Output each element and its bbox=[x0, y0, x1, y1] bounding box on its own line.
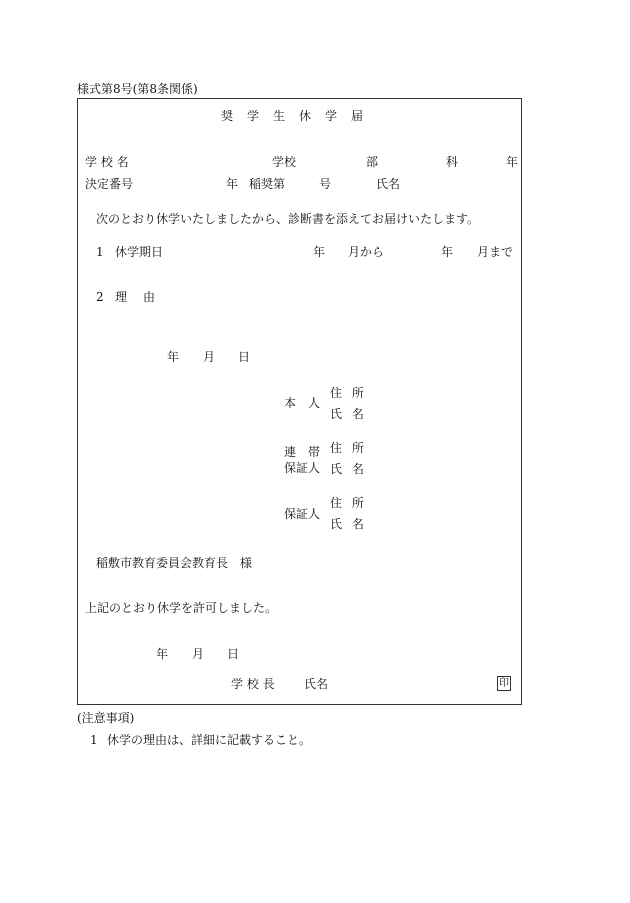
approval-day-suffix: 日 bbox=[227, 647, 240, 661]
approval-statement: 上記のとおり休学を許可しました。 bbox=[85, 601, 278, 615]
intro-text: 次のとおり休学いたしましたから、診断書を添えてお届けいたします。 bbox=[96, 212, 480, 226]
joint-guarantor-address-label: 住 所 bbox=[330, 441, 367, 455]
reason-label: 理 由 bbox=[115, 290, 158, 304]
department-suffix: 部 bbox=[366, 155, 379, 169]
inagi-scholar-number-prefix: 稲奨第 bbox=[249, 177, 286, 191]
guarantor-address-label: 住 所 bbox=[330, 496, 367, 510]
approval-year-suffix: 年 bbox=[156, 647, 169, 661]
seal-box: 印 bbox=[499, 678, 509, 689]
note-item-text: 休学の理由は、詳細に記載すること。 bbox=[107, 733, 312, 747]
number-suffix: 号 bbox=[319, 177, 332, 191]
date-day-suffix: 日 bbox=[238, 350, 251, 364]
self-address-label: 住 所 bbox=[330, 386, 367, 400]
joint-guarantor-label-line1: 連 帯 bbox=[284, 445, 321, 459]
notes-heading: (注意事項) bbox=[77, 711, 135, 725]
principal-label: 学 校 長 bbox=[231, 677, 275, 691]
decision-year-suffix: 年 bbox=[226, 177, 239, 191]
to-year-suffix: 年 bbox=[441, 245, 454, 259]
school-suffix: 学校 bbox=[272, 155, 297, 169]
form-number: 様式第8号(第8条関係) bbox=[77, 82, 198, 96]
decision-number-label: 決定番号 bbox=[85, 177, 134, 191]
date-year-suffix: 年 bbox=[167, 350, 180, 364]
item2-number: 2 bbox=[96, 290, 104, 304]
approval-month-suffix: 月 bbox=[192, 647, 205, 661]
joint-guarantor-name-label: 氏 名 bbox=[330, 462, 367, 476]
to-month-suffix: 月まで bbox=[477, 245, 514, 259]
guarantor-name-label: 氏 名 bbox=[330, 517, 367, 531]
addressee: 稲敷市教育委員会教育長 様 bbox=[96, 556, 253, 570]
from-year-suffix: 年 bbox=[313, 245, 326, 259]
guarantor-label: 保証人 bbox=[284, 507, 321, 521]
form-title: 奨 学 生 休 学 届 bbox=[221, 109, 365, 123]
grade-suffix: 年 bbox=[506, 155, 519, 169]
from-month-suffix: 月から bbox=[348, 245, 385, 259]
leave-period-label: 休学期日 bbox=[115, 245, 164, 259]
joint-guarantor-label-line2: 保証人 bbox=[284, 461, 321, 475]
item1-number: 1 bbox=[96, 245, 104, 259]
course-suffix: 科 bbox=[446, 155, 459, 169]
self-label: 本 人 bbox=[284, 396, 321, 410]
self-name-label: 氏 名 bbox=[330, 407, 367, 421]
note-item-number: 1 bbox=[90, 733, 98, 747]
name-label: 氏名 bbox=[376, 177, 401, 191]
date-month-suffix: 月 bbox=[203, 350, 216, 364]
school-name-label: 学 校 名 bbox=[85, 155, 129, 169]
principal-name-label: 氏名 bbox=[304, 677, 329, 691]
